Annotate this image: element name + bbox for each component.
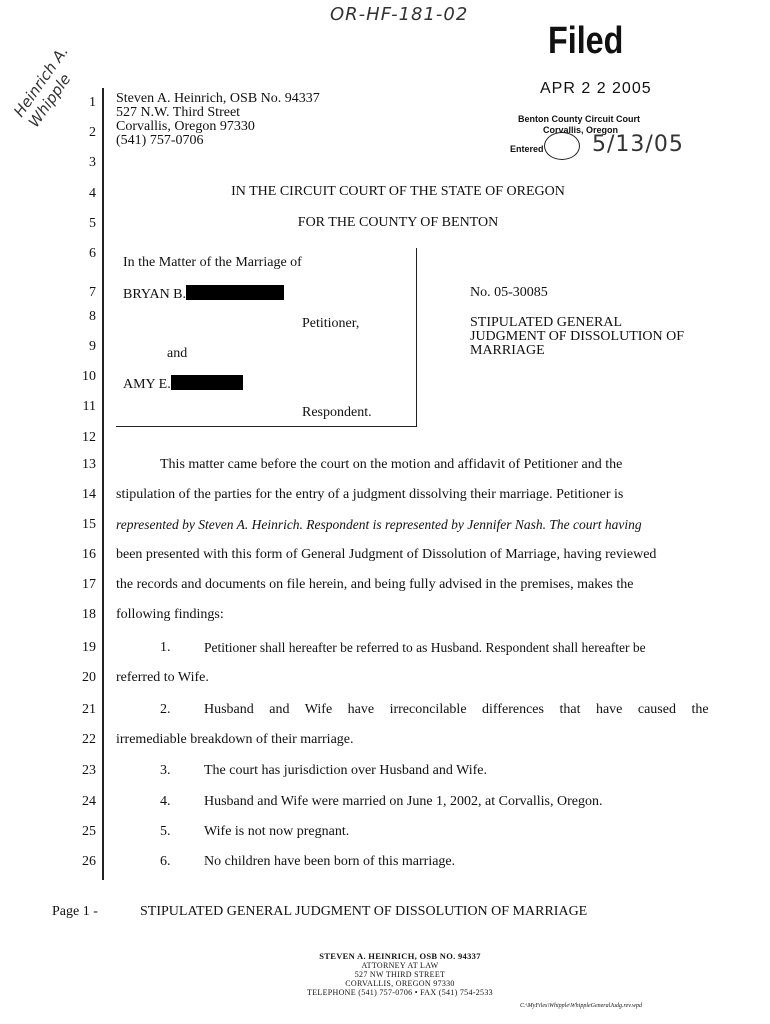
case-number: No. 05-30085 [470, 285, 548, 300]
respondent-name: AMY E. [123, 377, 171, 392]
line-number: 10 [82, 369, 96, 384]
caption-respondent [123, 375, 243, 393]
line-number: 17 [82, 577, 96, 592]
attorney-block [116, 92, 320, 148]
finding-4-text: Husband and Wife were married on June 1, 2002, at Corvallis, Oregon. [204, 794, 603, 809]
line-number: 23 [82, 763, 96, 778]
line-number: 22 [82, 732, 96, 747]
footer-title: STIPULATED GENERAL JUDGMENT OF DISSOLUTION OF MARRIAGE [140, 904, 588, 919]
line-number: 15 [82, 517, 96, 532]
line-number: 18 [82, 607, 96, 622]
line-number: 5 [89, 216, 96, 231]
finding-3-text: The court has jurisdiction over Husband and Wife. [204, 763, 487, 778]
page-number: Page 1 - [52, 904, 98, 919]
handwritten-case-code: OR-HF-181-02 [330, 4, 469, 25]
body-line-16: been presented with this form of General Judgment of Dissolution of Marriage, having reviewed [116, 547, 657, 562]
entered-date: 5/13/05 [592, 132, 684, 157]
caption-petitioner-role: Petitioner, [302, 316, 360, 331]
finding-3-number: 3. [160, 763, 171, 778]
caption-and: and [167, 346, 188, 361]
letterhead-role: ATTORNEY AT LAW [361, 961, 439, 970]
file-path: C:\MyFiles\Whipple\WhippleGeneralJudg.rev.wpd [520, 1003, 642, 1009]
line-number: 16 [82, 547, 96, 562]
letterhead-footer [250, 952, 550, 997]
body-line-18: following findings: [116, 607, 224, 622]
court-title: IN THE CIRCUIT COURT OF THE STATE OF OREGON [231, 184, 565, 199]
margin-handwriting: Heinrich A. Whipple [10, 42, 75, 131]
finding-6-text: No children have been born of this marriage. [204, 854, 456, 869]
caption-box [116, 248, 417, 427]
body-line-13: This matter came before the court on the motion and affidavit of Petitioner and the [160, 457, 623, 472]
line-number: 21 [82, 702, 96, 717]
caption-matter: In the Matter of the Marriage of [123, 255, 302, 270]
caption-respondent-role: Respondent. [302, 405, 372, 420]
county-title: FOR THE COUNTY OF BENTON [297, 215, 499, 230]
finding-4-number: 4. [160, 794, 171, 809]
redaction-bar [171, 375, 243, 390]
letterhead-street: 527 NW THIRD STREET [354, 970, 446, 979]
line-number: 11 [82, 399, 96, 414]
body-line-17: the records and documents on file herein, and being fully advised in the premises, makes the [116, 577, 634, 592]
finding-2-continued: irremediable breakdown of their marriage. [116, 732, 354, 747]
line-number: 12 [82, 430, 96, 445]
redaction-bar [186, 285, 284, 300]
line-number: 20 [82, 670, 96, 685]
letterhead-name: STEVEN A. HEINRICH, OSB NO. 94337 [319, 951, 481, 961]
attorney-city: Corvallis, Oregon 97330 [116, 119, 255, 134]
line-number: 7 [89, 285, 96, 300]
document-title-line-1: STIPULATED GENERAL [470, 315, 623, 330]
line-number: 2 [89, 125, 96, 140]
finding-1-text: Petitioner shall hereafter be referred to as Husband. Respondent shall hereafter be [204, 640, 646, 655]
document-title-line-3: MARRIAGE [470, 343, 545, 358]
letterhead-phone: TELEPHONE (541) 757-0706 • FAX (541) 754-2533 [307, 988, 493, 997]
entered-label: Entered [510, 144, 544, 154]
line-number: 1 [89, 95, 96, 110]
finding-1-continued: referred to Wife. [116, 670, 209, 685]
body-line-14: stipulation of the parties for the entry of a judgment dissolving their marriage. Petitioner is [116, 487, 624, 502]
entered-initials-mark [544, 132, 580, 160]
filed-heading: Filed [548, 20, 624, 62]
line-number: 26 [82, 854, 96, 869]
finding-6-number: 6. [160, 854, 171, 869]
filed-stamp [500, 20, 690, 170]
petitioner-name: BRYAN B. [123, 287, 187, 302]
filed-court: Benton County Circuit Court [518, 114, 640, 124]
attorney-street: 527 N.W. Third Street [116, 105, 241, 120]
line-number: 13 [82, 457, 96, 472]
body-line-15: represented by Steven A. Heinrich. Respondent is represented by Jennifer Nash. The court having [116, 517, 642, 532]
line-number: 9 [89, 339, 96, 354]
finding-5-text: Wife is not now pregnant. [204, 824, 350, 839]
document-title-line-2: JUDGMENT OF DISSOLUTION OF [470, 329, 685, 344]
line-number: 24 [82, 794, 96, 809]
line-number: 6 [89, 246, 96, 261]
attorney-phone: (541) 757-0706 [116, 133, 204, 148]
finding-1-number: 1. [160, 640, 171, 655]
finding-2-number: 2. [160, 702, 171, 717]
attorney-name: Steven A. Heinrich, OSB No. 94337 [116, 91, 320, 106]
line-number: 14 [82, 487, 96, 502]
document-title [470, 316, 684, 358]
line-number: 19 [82, 640, 96, 655]
line-number: 8 [89, 309, 96, 324]
finding-2-text: Husband and Wife have irreconcilable differences that have caused the [204, 702, 709, 717]
line-number: 25 [82, 824, 96, 839]
finding-5-number: 5. [160, 824, 171, 839]
filed-city: Corvallis, Oregon [543, 125, 619, 135]
filed-date: APR 2 2 2005 [540, 80, 652, 97]
letterhead-city: CORVALLIS, OREGON 97330 [345, 979, 455, 988]
line-number: 4 [89, 186, 96, 201]
left-margin-rule [102, 88, 104, 880]
caption-petitioner [123, 285, 284, 303]
line-number: 3 [89, 155, 96, 170]
